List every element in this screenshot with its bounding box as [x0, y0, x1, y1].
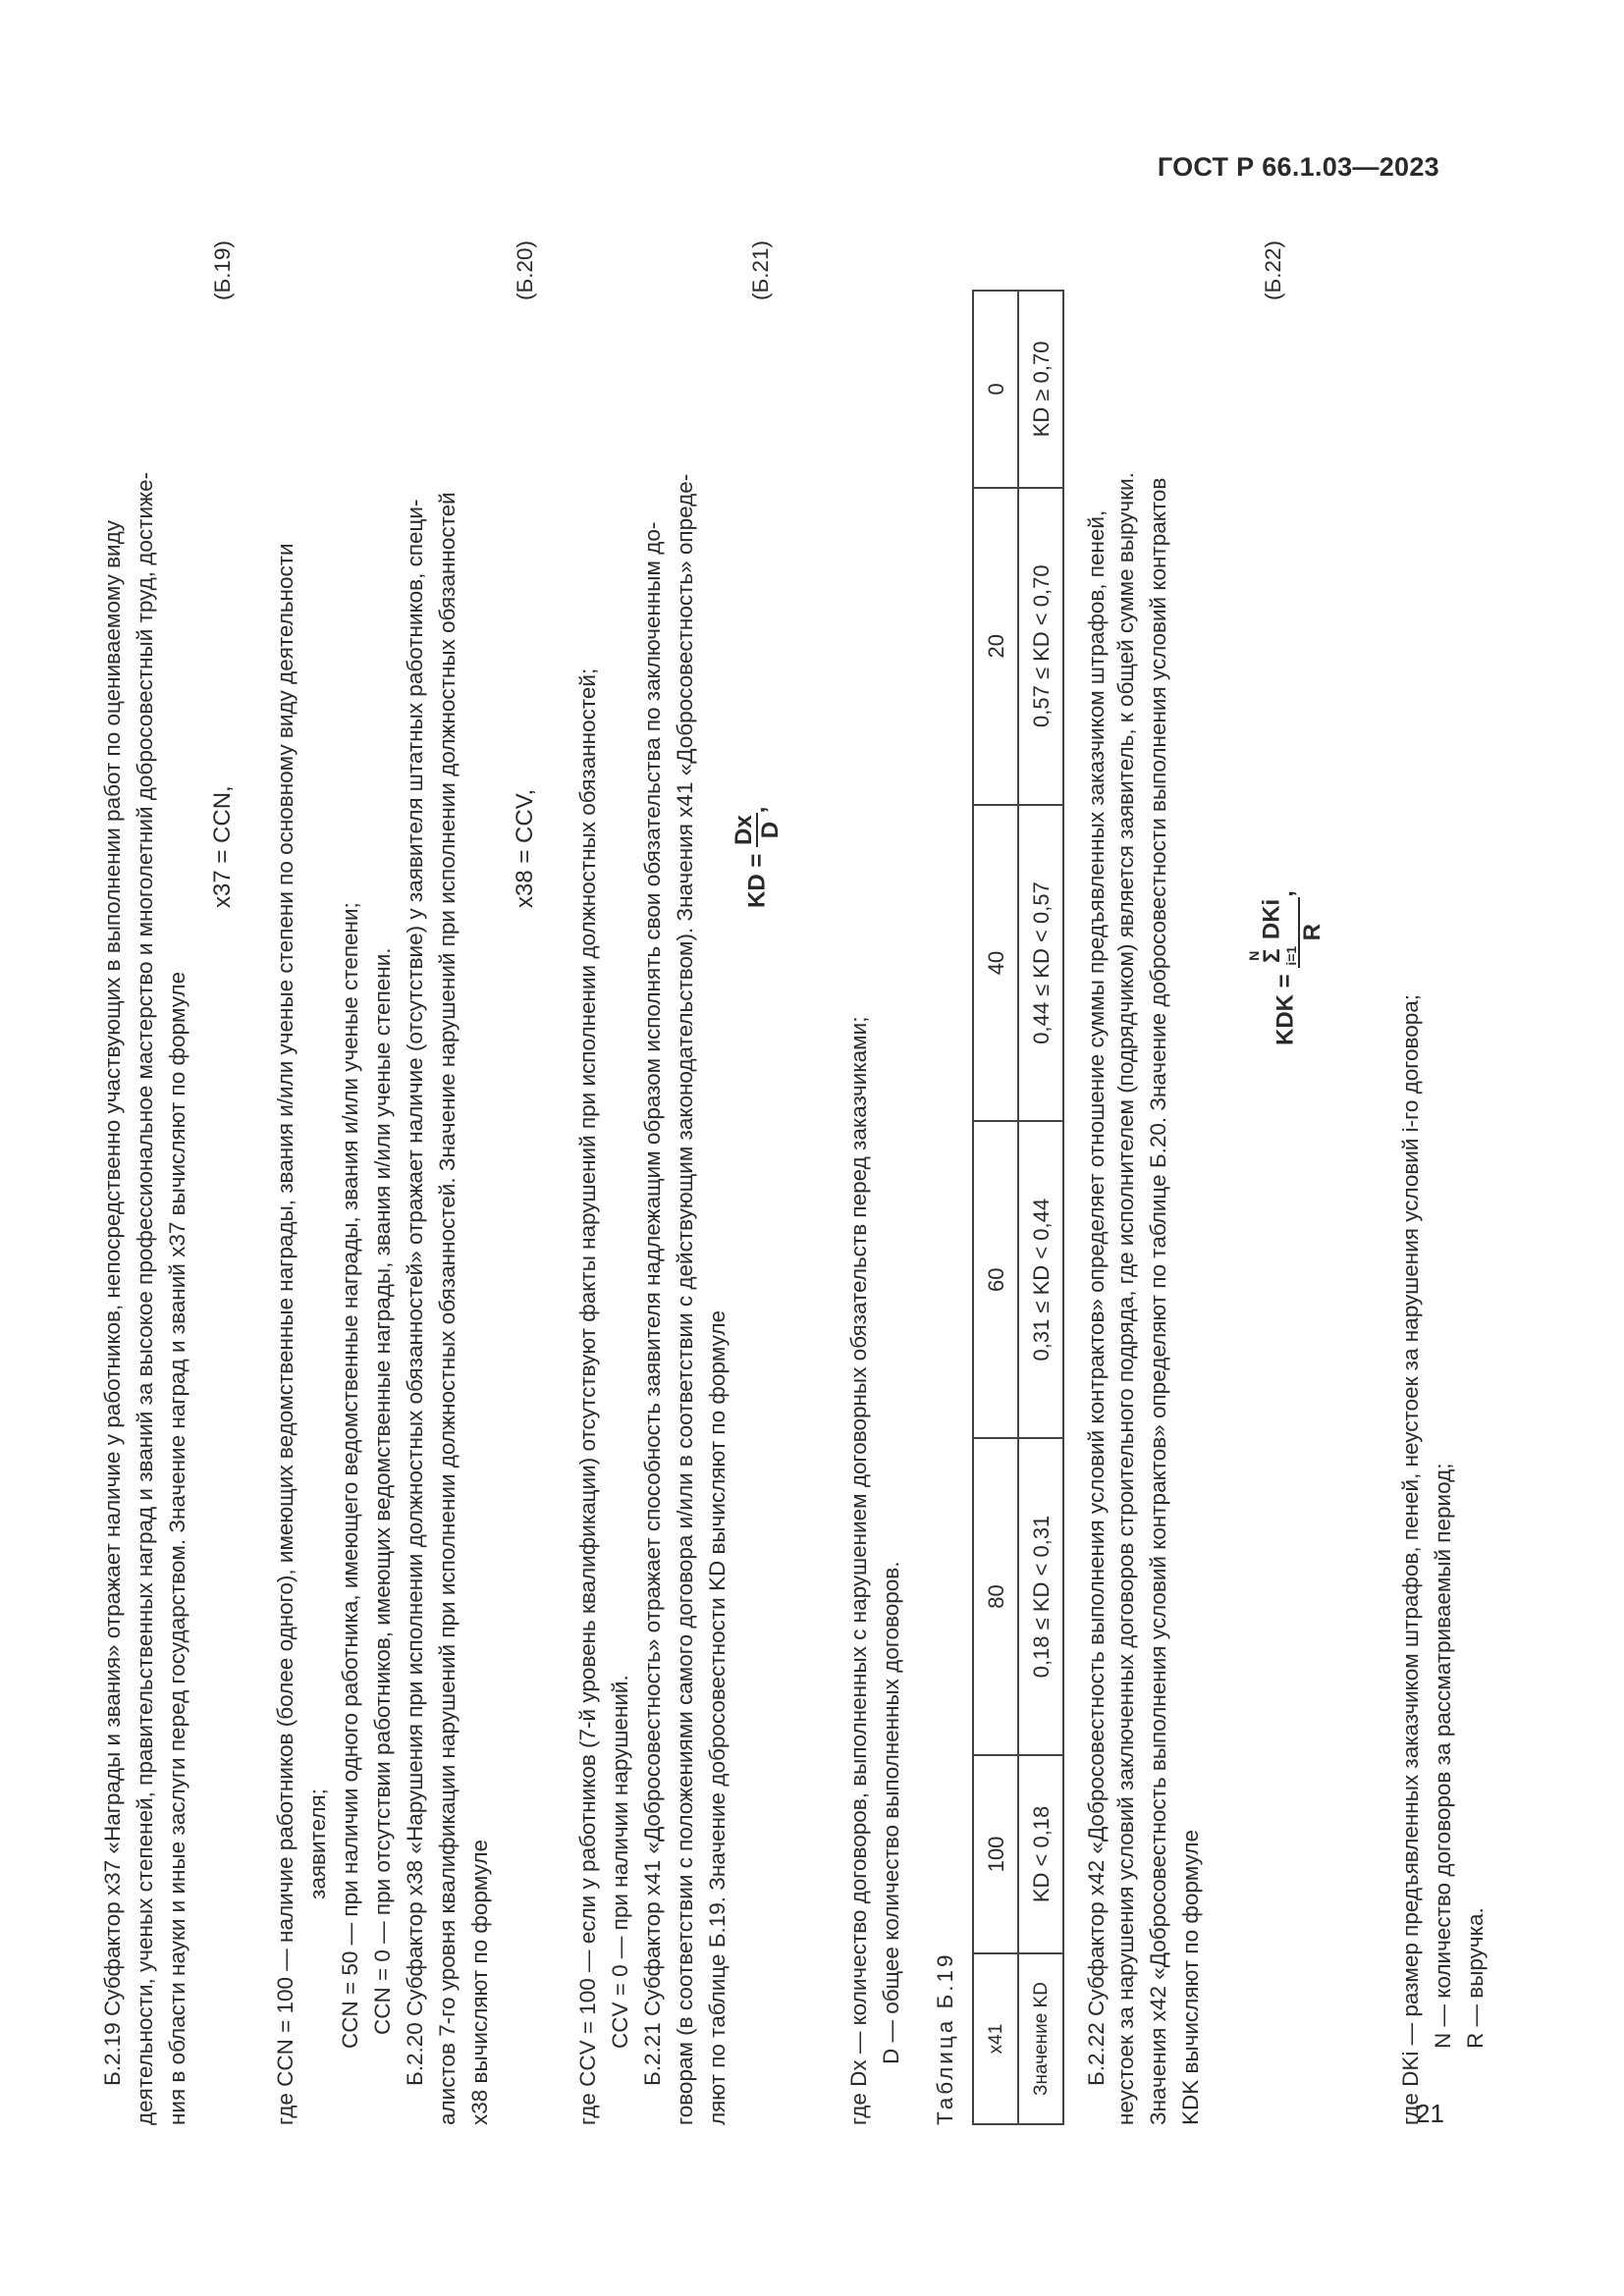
table-cell: KD ≥ 0,70 — [1018, 291, 1063, 488]
b221-line1: Б.2.21 Субфактор x41 «Добросовестность» отражает способность заявителя надлежащим образом исполнять свои обязательства по заключенным до- — [640, 521, 665, 2086]
b219-line2: деятельности, ученых степеней, правительственных наград и званий за высокое профессиональное мастерство и многолетний добросовестный труд, достиже- — [133, 471, 157, 2125]
sum-top: N — [1246, 950, 1262, 961]
b221-line2: говорам (в соответствии с положениями самого договора и/или в соответствии с действующим законодательством). Значения x41 «Добросовестность» опреде- — [673, 473, 697, 2125]
page-number: 21 — [1416, 2099, 1444, 2128]
b21-lhs: KD = — [743, 853, 771, 908]
b220-line3: x38 вычисляют по формуле — [467, 1839, 492, 2125]
b219-where3: CCN = 0 — при отсутствии работников, имеющих ведомственные награды, звания и/или ученые степени. — [370, 947, 395, 2035]
b22-lhs: KDK = — [1272, 974, 1299, 1045]
formula-b19: x37 = CCN, — [209, 785, 236, 908]
table-b19-caption: Таблица Б.19 — [933, 1951, 957, 2125]
b222-where1: где DKi — размер предъявленных заказчиком штрафов, пеней, неустоек за нарушения условий i-го договора; — [1398, 993, 1423, 2125]
eqno-b21: (Б.21) — [748, 240, 773, 301]
paragraph-b222 — [1080, 240, 1112, 2125]
standard-designation: ГОСТ Р 66.1.03—2023 — [1157, 152, 1439, 182]
b220-line1: Б.2.20 Субфактор x38 «Нарушения при исполнении должностных обязанностей» отражает наличие (отсутствие) у заявителя штатных работников, специ- — [403, 499, 427, 2086]
table-row — [1018, 291, 1063, 2124]
b222-line3: Значения x42 «Добросовестность выполнения условий контрактов» определяют по таблице Б.20. Значение добросовестности выполнения условий контрактов — [1146, 477, 1170, 2125]
b22-num-term: DKi — [1258, 898, 1285, 940]
table-cell: 100 — [973, 1755, 1018, 1953]
paragraph-b222-cont — [1110, 240, 1207, 2125]
b222-line1: Б.2.22 Субфактор x42 «Добросовестность выполнения условий контрактов» определяет отношение суммы предъявленных заказчиком штрафов, пеней, — [1084, 509, 1109, 2086]
table-cell: 0 — [973, 291, 1018, 488]
b221-where1: где Dx — количество договоров, выполненных с нарушением договорных обязательств перед заказчиками; — [846, 1016, 871, 2125]
b21-denominator: D — [757, 821, 784, 839]
sigma-icon: Σ — [1259, 948, 1285, 963]
paragraph-b220 — [399, 240, 496, 2125]
rotated-content-2 — [1110, 221, 1620, 2125]
b219-line3: ния в области науки и иные заслуги перед государством. Значение наград и званий x37 вычисляют по формуле — [165, 971, 189, 2125]
eqno-b19: (Б.19) — [210, 240, 235, 301]
table-row — [973, 291, 1018, 2124]
b220-where2: CCV = 0 — при наличии нарушений. — [608, 1675, 632, 2049]
table-cell: KD < 0,18 — [1018, 1755, 1063, 1953]
b219-where1: где CCN = 100 — наличие работников (более одного), имеющих ведомственные награды, звания и/или ученые степени по основному виду деятельности — [273, 543, 298, 2125]
b222-where2: N — количество договоров за рассматриваемый период; — [1431, 1463, 1455, 2049]
b219-where2: CCN = 50 — при наличии одного работника, имеющего ведомственные награды, звания и/или ученые степени; — [338, 902, 362, 2049]
sum-bottom: i=1 — [1283, 945, 1299, 966]
b220-line2: алистов 7-го уровня квалификации нарушений при исполнении должностных обязанностей. Значение нарушений при исполнении должностных обязанностей — [435, 492, 460, 2125]
formula-b22: KDK = N Σ i=1 DKi R , — [1246, 890, 1326, 1045]
table-cell: 40 — [973, 805, 1018, 1122]
b222-line2: неустоек за нарушения условий заключенных договоров строительного подряда, где исполнителем (подрядчиком) является заявитель, к общей сумме выручки. — [1113, 472, 1138, 2125]
b219-line1: Б.2.19 Субфактор x37 «Награды и звания» отражает наличие у работников, непосредственно участвующих в выполнении работ по оцениваемому виду — [100, 520, 125, 2086]
table-head-kd: Значение KD — [1018, 1953, 1063, 2124]
b220-where1: где CCV = 100 — если у работников (7-й уровень квалификации) отсутствуют факты нарушений при исполнении должностных обязанностей; — [575, 667, 600, 2125]
eqno-b20: (Б.20) — [513, 240, 537, 301]
formula-b21: KD = Dx D , — [731, 806, 784, 908]
b21-fraction — [732, 813, 784, 847]
table-cell: 0,18 ≤ KD < 0,31 — [1018, 1438, 1063, 1755]
table-cell: 0,57 ≤ KD < 0,70 — [1018, 488, 1063, 805]
table-cell: 0,31 ≤ KD < 0,44 — [1018, 1121, 1063, 1438]
b21-numerator: Dx — [731, 815, 757, 845]
table-cell: 80 — [973, 1438, 1018, 1755]
table-head-x41: x41 — [973, 1953, 1018, 2124]
b22-denominator: R — [1299, 924, 1326, 941]
table-cell: 60 — [973, 1121, 1018, 1438]
table-cell: 0,44 ≤ KD < 0,57 — [1018, 805, 1063, 1122]
paragraph-b219 — [96, 240, 193, 2125]
eqno-b22: (Б.22) — [1261, 240, 1285, 301]
formula-b20: x38 = CCV, — [512, 788, 538, 908]
paragraph-b221 — [636, 240, 733, 2125]
b22-numerator — [1247, 897, 1300, 968]
table-b19 — [972, 290, 1064, 2125]
b222-where3: R — выручка. — [1463, 1907, 1488, 2049]
b22-fraction — [1247, 897, 1326, 968]
b221-where2: D — общее количество выполненных договоров. — [879, 1561, 903, 2064]
table-cell: 20 — [973, 488, 1018, 805]
b221-line3: ляют по таблице Б.19. Значение добросовестности KD вычисляют по формуле — [705, 1310, 730, 2125]
sum-operator — [1247, 946, 1298, 966]
b219-where1b: заявителя; — [305, 1789, 330, 1899]
b222-line4: KDK вычисляют по формуле — [1178, 1829, 1203, 2125]
rotated-content — [96, 221, 1176, 2125]
